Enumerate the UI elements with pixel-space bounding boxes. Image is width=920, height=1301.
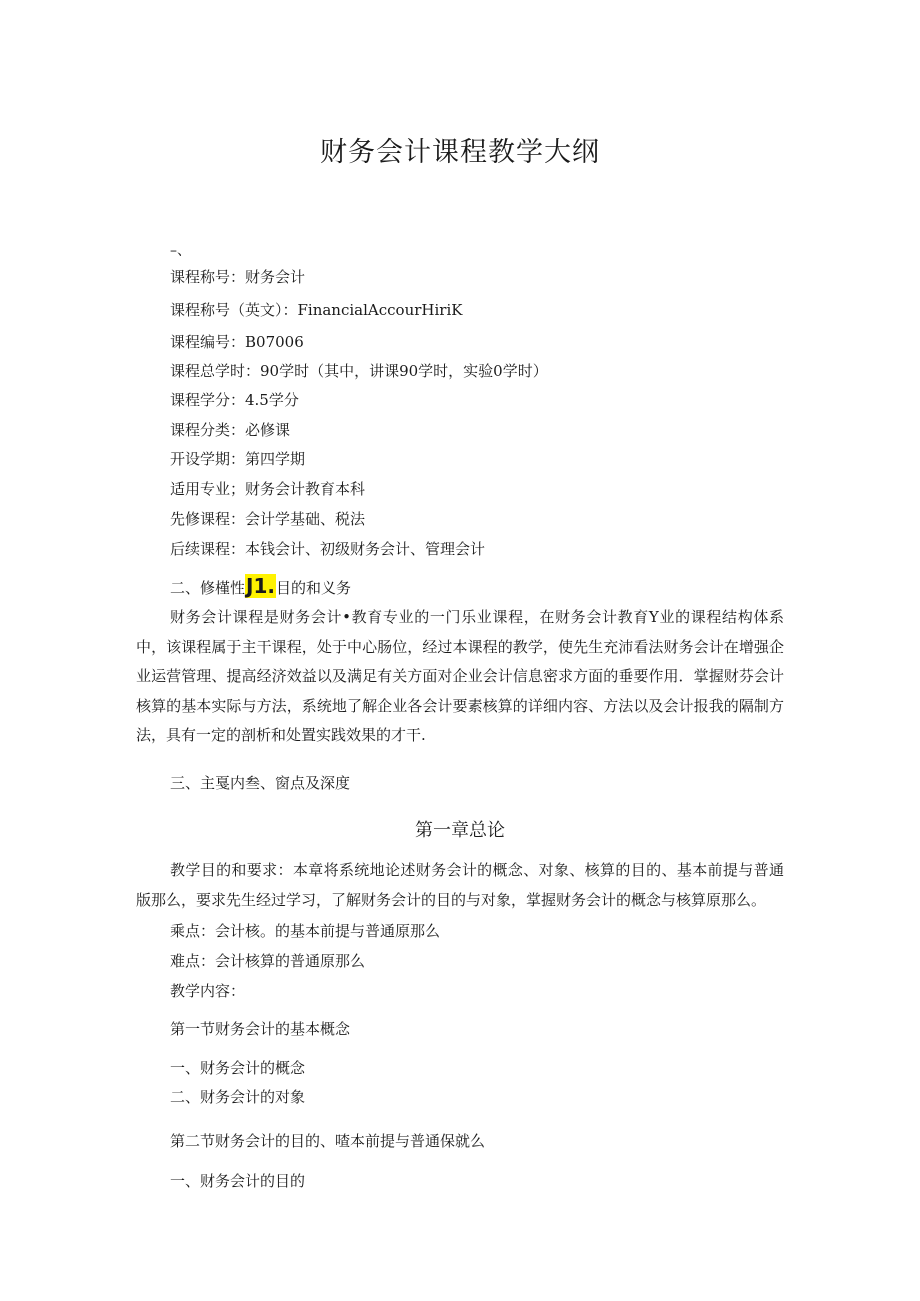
section-2-heading bbox=[170, 574, 351, 598]
section-2-item: 一、财务会计的目的 bbox=[170, 1172, 306, 1190]
section-1-title: 第一节财务会计的基本概念 bbox=[170, 1020, 351, 1038]
course-name-english: 课程称号（英文）：FinancialAccourHiriK bbox=[170, 301, 463, 319]
course-name: 课程称号：财务会计 bbox=[170, 268, 306, 286]
section-1-item: 二、财务会计的对象 bbox=[170, 1088, 306, 1106]
difficulty-point: 难点：会计核算的普通原那么 bbox=[170, 952, 366, 970]
section-2-paragraph: 财务会计课程是财务会计•教育专业的一门乐业课程，在财务会计教育Y业的课程结构体系中，该课程属于主干课程，处于中心肠位，经过本课程的教学，使先生充沛看法财务会计在增强企业运营管理、提高经济效益以及满足有关方面对企业会计信息密求方面的垂要作用．掌握财芬会计核算的基本实际与方法，系统地了解企业各会计要素核算的详细内容、方法以及会计报我的隔制方法，具有一定的剖析和处置实践效果的才干. bbox=[136, 608, 784, 745]
course-semester: 开设学期：第四学期 bbox=[170, 450, 306, 468]
course-hours: 课程总学时：90学时（其中，讲课90学时，实验0学时） bbox=[170, 362, 548, 380]
section-1-marker: –、 bbox=[170, 243, 191, 259]
course-credits: 课程学分：4.5学分 bbox=[170, 391, 299, 409]
course-category: 课程分类：必修课 bbox=[170, 421, 291, 439]
teaching-content-label: 教学内容： bbox=[170, 982, 246, 1000]
chapter-goal-paragraph: 教学目的和要求：本章将系统地论述财务会计的概念、对象、核算的目的、基本前提与普通版那么，要求先生经过学习，了解财务会计的目的与对象，掌握财务会计的概念与核算原那么。 bbox=[136, 861, 784, 909]
course-code: 课程编号：B07006 bbox=[170, 333, 304, 351]
course-prerequisites: 先修课程：会计学基础、税法 bbox=[170, 510, 366, 528]
document-title: 财务会计课程教学大纲 bbox=[320, 137, 600, 168]
section-2-title: 第二节财务会计的目的、喳本前提与普通保就么 bbox=[170, 1132, 486, 1150]
section-1-item: 一、财务会计的概念 bbox=[170, 1059, 306, 1077]
section-2-heading-prefix: 二、修槿性 bbox=[170, 579, 246, 597]
section-2-heading-suffix: 目的和义务 bbox=[275, 579, 351, 597]
course-followups: 后续课程：本钱会计、初级财务会计、管理会计 bbox=[170, 540, 486, 558]
chapter-title: 第一章总论 bbox=[415, 820, 505, 841]
key-point: 乘点：会计核。的基本前提与普通原那么 bbox=[170, 922, 441, 940]
section-3-heading: 三、主戛内叁、窗点及深度 bbox=[170, 774, 351, 792]
course-major: 适用专业；财务会计教育本科 bbox=[170, 480, 366, 498]
section-2-heading-highlight: J1. bbox=[246, 574, 275, 598]
